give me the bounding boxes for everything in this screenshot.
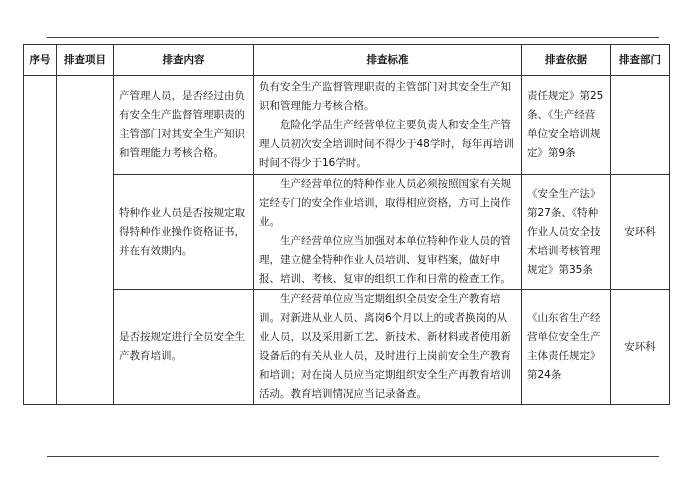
standard-cell — [254, 290, 522, 405]
header-item: 排查项目 — [57, 45, 114, 76]
standard-paragraph: 生产经营单位应当加强对本单位特种作业人员的管理，建立健全特种作业人员培训、复审档案，做好申报、培训、考核、复审的组织工作和日常的检查工作。 — [259, 235, 511, 285]
standard-paragraph: 危险化学品生产经营单位主要负责人和安全生产管理人员初次安全培训时间不得少于48学时，每年再培训时间不得少于16学时。 — [259, 118, 514, 169]
content-cell: 是否按规定进行全员安全生产教育培训。 — [114, 290, 254, 405]
item-cell — [57, 76, 114, 405]
footer-rule — [47, 456, 659, 457]
standard-paragraph: 负有安全生产监督管理职责的主管部门对其安全生产知识和管理能力考核合格。 — [259, 80, 511, 112]
header-content: 排查内容 — [114, 45, 254, 76]
dept-cell: 安环科 — [611, 175, 670, 290]
table-row — [24, 76, 670, 175]
dept-cell: 安环科 — [611, 290, 670, 405]
no-cell — [24, 76, 57, 405]
basis-cell: 《山东省生产经营单位安全生产主体责任规定》第24条 — [522, 290, 611, 405]
header-rule — [47, 37, 659, 38]
dept-cell — [611, 76, 670, 175]
header-dept: 排查部门 — [611, 45, 670, 76]
inspection-table — [23, 44, 670, 405]
basis-cell: 责任规定》第25条、《生产经营单位安全培训规定》第9条 — [522, 76, 611, 175]
content-cell: 特种作业人员是否按规定取得特种作业操作资格证书，并在有效期内。 — [114, 175, 254, 290]
basis-cell: 《安全生产法》第27条、《特种作业人员安全技术培训考核管理规定》第35条 — [522, 175, 611, 290]
table-row — [24, 175, 670, 290]
standard-cell — [254, 76, 522, 175]
table-row — [24, 290, 670, 405]
header-no: 序号 — [24, 45, 57, 76]
header-standard: 排查标准 — [254, 45, 522, 76]
table-header-row — [24, 45, 670, 76]
standard-cell — [254, 175, 522, 290]
header-basis: 排查依据 — [522, 45, 611, 76]
content-cell: 产管理人员，是否经过由负有安全生产监督管理职责的主管部门对其安全生产知识和管理能力考核合格。 — [114, 76, 254, 175]
standard-paragraph: 生产经营单位的特种作业人员必须按照国家有关规定经专门的安全作业培训，取得相应资格，方可上岗作业。 — [259, 178, 511, 228]
standard-paragraph: 生产经营单位应当定期组织全员安全生产教育培训。对新进从业人员、离岗6个月以上的或者换岗的从业人员，以及采用新工艺、新技术、新材料或者使用新设备后的有关从业人员，及时进行上岗前安全生产教育和培训；对在岗人员应当定期组织安全生产再教育培训活动。教育培训情况应当记录备查。 — [259, 293, 511, 400]
